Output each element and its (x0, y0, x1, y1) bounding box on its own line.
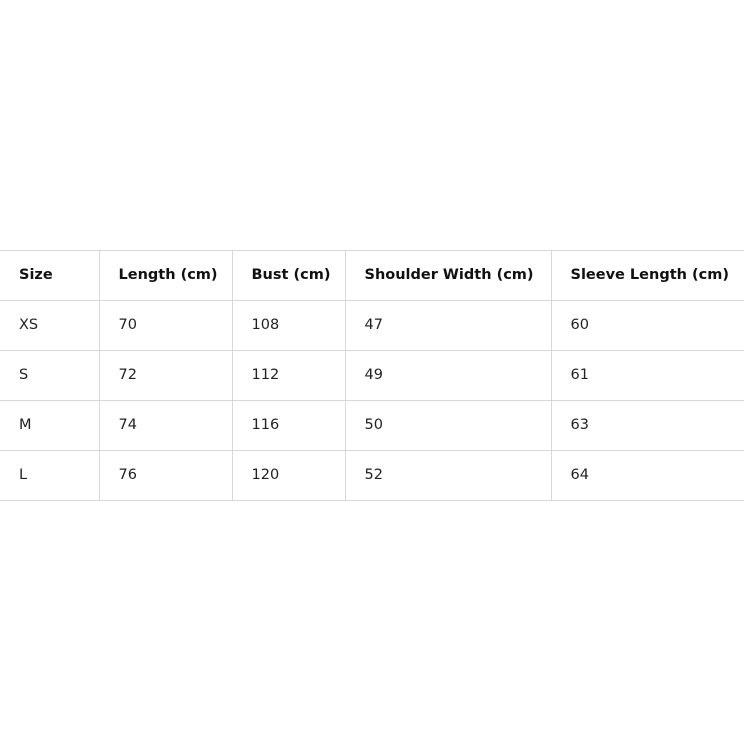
cell-length: 70 (99, 301, 232, 351)
cell-sleeve-length: 63 (551, 401, 744, 451)
column-header-shoulder-width: Shoulder Width (cm) (345, 251, 551, 301)
cell-bust: 108 (232, 301, 345, 351)
cell-size: M (0, 401, 99, 451)
column-header-bust: Bust (cm) (232, 251, 345, 301)
cell-bust: 116 (232, 401, 345, 451)
cell-size: S (0, 351, 99, 401)
size-chart-container (0, 250, 744, 501)
table-header (0, 251, 744, 301)
cell-size: L (0, 451, 99, 501)
cell-bust: 112 (232, 351, 345, 401)
cell-length: 72 (99, 351, 232, 401)
cell-size: XS (0, 301, 99, 351)
table-row (0, 301, 744, 351)
cell-length: 74 (99, 401, 232, 451)
cell-sleeve-length: 61 (551, 351, 744, 401)
column-header-sleeve-length: Sleeve Length (cm) (551, 251, 744, 301)
column-header-size: Size (0, 251, 99, 301)
table-row (0, 351, 744, 401)
cell-shoulder-width: 47 (345, 301, 551, 351)
cell-shoulder-width: 52 (345, 451, 551, 501)
table-header-row (0, 251, 744, 301)
cell-sleeve-length: 64 (551, 451, 744, 501)
table-row (0, 401, 744, 451)
table-row (0, 451, 744, 501)
cell-bust: 120 (232, 451, 345, 501)
cell-length: 76 (99, 451, 232, 501)
size-chart-table (0, 250, 744, 501)
cell-shoulder-width: 50 (345, 401, 551, 451)
table-body (0, 301, 744, 501)
column-header-length: Length (cm) (99, 251, 232, 301)
cell-sleeve-length: 60 (551, 301, 744, 351)
cell-shoulder-width: 49 (345, 351, 551, 401)
